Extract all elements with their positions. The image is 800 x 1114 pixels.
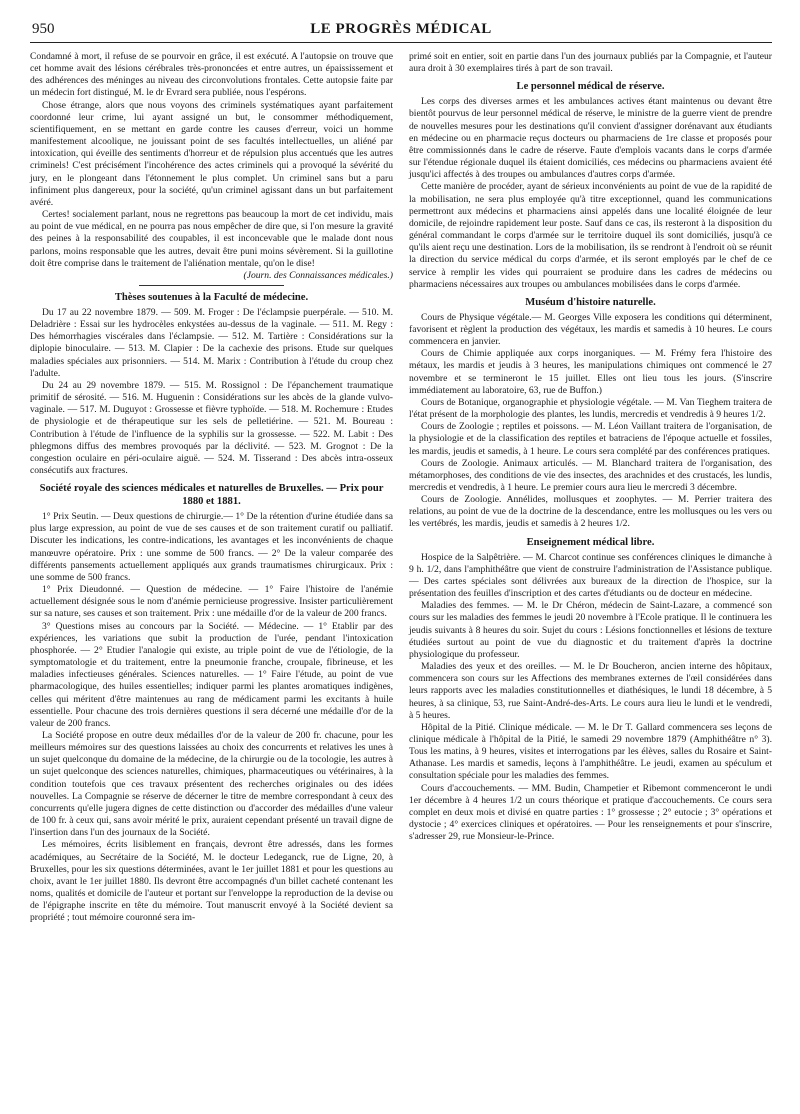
theses-paragraph: Du 17 au 22 novembre 1879. — 509. M. Froger : De l'éclampsie puerpérale. — 510. M. Deladrière : Essai sur les hydrocèles enkystées au-dessus de la vaginale. — 511. M. Regy : Des hémorrhagies viscérales dans l'éclampsie. — 512. M. Tartière : Considérations sur la diplopie binoculaire. — 513. M. Clapier : De la cachexie des prisons. Etude sur quelques maladies spéciales aux prisonniers. — 514. M. Marix : Contribution à l'étude du croup chez l'adulte. <box>30 306 393 379</box>
page-header <box>30 20 772 43</box>
societe-paragraph: 1° Prix Seutin. — Deux questions de chirurgie.— 1° De la rétention d'urine étudiée dans sa plus large expression, au point de vue de ses causes et de son traitement curatif ou palliatif. Discuter les indications, les contre-indications, les avantages et les inconvénients de chaque manœuvre opératoire. Prix : une somme de 500 francs. — 2° De la valeur comparée des différents pansements actuellement appliqués aux grands traumatismes chirurgicaux. Prix : une somme de 500 francs. <box>30 511 393 583</box>
article-columns <box>30 51 772 924</box>
continuation-paragraph: primé soit en entier, soit en partie dans l'un des journaux publiés par la Compagnie, et l'auteur aura droit à 30 exemplaires tirés à part de son travail. <box>409 51 772 75</box>
enseignement-paragraph: Hospice de la Salpêtrière. — M. Charcot continue ses conférences cliniques le dimanche à 9 h. 1/2, dans l'amphithéâtre que vient de construire l'administration de l'Assistance publique. — Des cartes spéciales sont délivrées aux bureaux de la direction de l'hospice, sur la présentation des feuilles d'inscription et des cartes d'étudiants ou de docteur en médecine. <box>409 551 772 600</box>
intro-paragraph: Chose étrange, alors que nous voyons des criminels systématiques ayant parfaitement coordonné leur crime, lui ayant assigné un but, le consommer méthodiquement, scientifiquement, en se mettant en garde contre les causes d'erreur, voici un homme manifestement alcoolique, ne jouissant point de ses facultés intellectuelles, un aliéné par intoxication, qui éveille des sentiments d'horreur et de répulsion plus accentués que les autres criminels! C'est précisément l'incohérence des actes criminels qui a provoqué la sévérité du jury, en le plongeant dans l'étonnement le plus complet. Un criminel sans but a paru infiniment plus dangereux, pour la société, qu'un criminel agissant dans un but parfaitement avéré. <box>30 99 393 208</box>
museum-paragraph: Cours de Zoologie. Animaux articulés. — M. Blanchard traitera de l'organisation, des métamorphoses, des conditions de vie des insectes, des arachnides et des crustacés, les lundis, mercredis et vendredis, à 1 heure. Le premier cours aura lieu le mercredi 3 décembre. <box>409 457 772 493</box>
enseignement-paragraph: Cours d'accouchements. — MM. Budin, Champetier et Ribemont commenceront le undi 1er décembre à 4 heures 1/2 un cours théorique et pratique d'accouchements. Ce cours sera complet en deux mois et divisé en quatre parties : 1° grossesse ; 2° eutocie ; 3° opérations et dystocie ; 4° exercices cliniques et opératoires. — Pour les renseignements et pour s'inscrire, s'adresser 29, rue Monsieur-le-Prince. <box>409 782 772 843</box>
societe-paragraph: La Société propose en outre deux médailles d'or de la valeur de 200 fr. chacune, pour les meilleurs mémoires sur des questions laissées au choix des concurrents et relatives les unes à un sujet quelconque du domaine de la médecine, de la chirurgie ou de la tocologie, les autres à un sujet quelconque des sciences naturelles, chimiques, pharmaceutiques ou vétérinaires, à la condition toutefois que ces travaux présentent des recherches originales ou des idées nouvelles. La Compagnie se réserve de décerner le titre de membre correspondant à ceux des concurrents qu'elle jugera dignes de cette distinction ou d'accorder des médailles d'une valeur de 100 fr. à ceux qui, sans avoir mérité le prix, auraient cependant présenté un travail digne de l'insertion dans l'un des journaux de la Société. <box>30 729 393 839</box>
museum-heading: Muséum d'histoire naturelle. <box>525 296 656 308</box>
left-column <box>30 51 393 924</box>
right-column <box>409 51 772 924</box>
enseignement-paragraph: Maladies des femmes. — M. le Dr Chéron, médecin de Saint-Lazare, a commencé son cours sur les maladies des femmes le jeudi 20 novembre à l'Ecole pratique. Il le continuera les jeudis suivants à 8 heures du soir. Sujet du cours : Lésions fonctionnelles et lésions de texture étudiées surtout au point de vue du diagnostic et du traitement d'après la doctrine physiologique du professeur. <box>409 600 772 660</box>
reserve-paragraph: Cette manière de procéder, ayant de sérieux inconvénients au point de vue de la rapidité de la mobilisation, ne sera plus employée qu'à titre exceptionnel, quand les communications permettront aux médecins et pharmaciens ainsi appelés dans une localité éloignée de leur domicile, de rejoindre rapidement leur poste. Sauf dans ce cas, ils resteront à la disposition du général commandant le corps d'armée sur le territoire duquel ils sont domiciliés, jusqu'à ce qu'ils aient reçu une destination. Lors de la mobilisation, ils se rendront à l'endroit où se réunit la direction du service médical du corps d'armée, et ils seront employés par le chef de ce service à remplir les vides qui pourraient se produire dans les cadres de médecins ou pharmaciens nécessaires aux troupes ou ambulances mobilisées dans le corps d'armée. <box>409 181 772 290</box>
section-divider <box>139 285 284 286</box>
enseignement-heading: Enseignement médical libre. <box>526 536 655 548</box>
museum-paragraph: Cours de Physique végétale.— M. Georges Ville exposera les conditions qui déterminent, favorisent et règlent la production des végétaux, les mardis et samedis à 10 heures. Le cours commencera en janvier. <box>409 311 772 348</box>
museum-paragraph: Cours de Zoologie. Annélides, mollusques et zoophytes. — M. Perrier traitera des relations, au point de vue de la doctrine de la descendance, entre les mollusques ou les vers ou les vertébrés, les mardis, jeudis et samedis à 2 heures 1/2. <box>409 494 772 530</box>
museum-paragraph: Cours de Chimie appliquée aux corps inorganiques. — M. Frémy fera l'histoire des métaux, les mardis et jeudis à 3 heures, les manipulations chimiques ont commencé le 27 novembre et se termineront le 15 juillet. Elles ont lieu tous les jours. (S'inscrire immédiatement au laboratoire, 63, rue de Buffon.) <box>409 348 772 396</box>
societe-paragraph: Les mémoires, écrits lisiblement en français, devront être adressés, dans les formes académiques, au Secrétaire de la Société, M. le docteur Ledeganck, rue de Ligne, 20, à Bruxelles, pour les six questions déterminées, avant le 1er juillet 1881 et pour les questions au choix, avant le 1er juillet 1880. Ils devront être accompagnés d'un billet cacheté contenant les noms, qualités et domicile de l'auteur et portant sur l'enveloppe la reproduction de la devise ou de l'épigraphe inscrite en tête du mémoire. Tout manuscrit envoyé à la Société devient sa propriété ; tout mémoire couronné sera im- <box>30 839 393 924</box>
enseignement-paragraph: Maladies des yeux et des oreilles. — M. le Dr Boucheron, ancien interne des hôpitaux, commencera son cours sur les Affections des membranes externes de l'œil considérées dans leurs rapports avec les maladies constitutionnelles et diathésiques, le lundi 18 décembre, à 5 heures, à sa clinique, 53, rue Saint-André-des-Arts. Le cours aura lieu le lundi et le vendredi, à 5 heures. <box>409 661 772 721</box>
intro-paragraph: Certes! socialement parlant, nous ne regrettons pas beaucoup la mort de cet individu, mais au point de vue médical, en ne pourra pas nous empêcher de dire que, si l'on mesure la gravité des peines à la responsabilité des coupables, il est inconcevable que le malade dont nous parlons, moins responsable que les autres, devait être puni moins sévèrement. Si la guillotine doit être comprise dans le traitement de l'aliénation mentale, qu'on le dise! <box>30 209 393 269</box>
intro-reference: (Journ. des Connaissances médicales.) <box>243 269 393 281</box>
enseignement-paragraph: Hôpital de la Pitié. Clinique médicale. — M. le Dr T. Gallard commencera ses leçons de clinique médicale à l'hôpital de la Pitié, le samedi 29 novembre 1879 (Amphithéâtre n° 3). Tous les matins, à 9 heures, visites et interrogations par les élèves, salles du Rosaire et Saint-Athanase. Les mardis et samedis, leçons à l'amphithéâtre. Le jeudi, examen au spéculum et consultation spéciale pour les maladies des femmes. <box>409 721 772 782</box>
journal-title: LE PROGRÈS MÉDICAL <box>310 21 492 37</box>
intro-paragraph: Condamné à mort, il refuse de se pourvoir en grâce, il est exécuté. A l'autopsie on trouve que cet homme avait des lésions cérébrales très-prononcées et entre autres, un épaississement et des adhérences des méninges au niveau des circonvolutions frontales. Cette autopsie faite par un médecin fort distingué, M. le dr Evrard sera publiée, nous l'espérons. <box>30 51 393 99</box>
societe-heading: Société royale des sciences médicales et naturelles de Bruxelles. — Prix pour 1880 et 1881. <box>39 483 384 508</box>
reserve-heading: Le personnel médical de réserve. <box>516 81 665 93</box>
reserve-paragraph: Les corps des diverses armes et les ambulances actives étant maintenus ou devant être bientôt pourvus de leur personnel médical de réserve, le ministre de la guerre vient de prendre de nouvelles mesures pour les destinations qu'il convient d'assigner dorénavant aux étudiants en médecine ou en pharmacie reçus docteurs ou pharmaciens de 1re classe et proposés pour être commissionnés dans le cadre de réserve. Faute d'emplois vacants dans le corps d'armée sur l'étendue régionale duquel ils étaient domiciliés, ces médecins ou pharmaciens avaient été jusqu'ici affectés à des troupes ou ambulances d'autres corps d'armée. <box>409 96 772 181</box>
societe-paragraph: 1° Prix Dieudonné. — Question de médecine. — 1° Faire l'histoire de l'anémie actuellement désignée sous le nom d'anémie pernicieuse progressive. Insister particulièrement sur sa nature, ses causes et son traitement. Prix : une médaille d'or de la valeur de 200 francs. <box>30 584 393 620</box>
societe-paragraph: 3° Questions mises au concours par la Société. — Médecine. — 1° Etablir par des expériences, les variations que subit la production de l'urée, pendant l'intoxication phosphorée. — 2° Etudier l'analogie qui existe, au triple point de vue de l'étiologie, de la symptomatologie et du traitement, entre la pneumonie franche, croupale, fibrineuse, et les maladies infectieuses générales. Sciences naturelles. — 1° Faire l'étude, au point de vue pharmacologique, des huiles essentielles; indiquer parmi les plantes aromatiques indigènes, celles qui méritent d'être maintenues au rang de médicament parmi les excitants à huile essentielle. Pour chacune des trois dernières questions il sera décerné une médaille d'or de la valeur de 200 francs. <box>30 620 393 729</box>
museum-paragraph: Cours de Botanique, organographie et physiologie végétale. — M. Van Tieghem traitera de l'état présent de la morphologie des plantes, les lundis, mercredis et vendredis à 9 heures 1/2. <box>409 396 772 421</box>
theses-paragraph: Du 24 au 29 novembre 1879. — 515. M. Rossignol : De l'épanchement traumatique primitif de sérosité. — 516. M. Huguenin : Considérations sur les abcès de la glande vulvo-vaginale. — 517. M. Duguyot : Grossesse et fièvre typhoïde. — 518. M. Rochemure : Etudes de physiologie et de thérapeutique sur les sels de pelletiérine. — 521. M. Boureau : Contribution à l'étude de l'influence de la syphilis sur la grossesse. — 522. M. Labit : Des phlegmons diffus des membres provoqués par la déclivité. — 523. M. Grognot : De la congestion oculaire en péri-oculaire aiguë. — 524. M. Tisserand : Des abcès intra-osseux consécutifs aux fractures. <box>30 379 393 476</box>
theses-heading: Thèses soutenues à la Faculté de médecine. <box>114 291 309 303</box>
page-number: 950 <box>32 21 55 37</box>
museum-paragraph: Cours de Zoologie ; reptiles et poissons. — M. Léon Vaillant traitera de l'organisation, de la physiologie et de la classification des reptiles et batraciens de l'époque actuelle et fossiles, les mardis, jeudis et samedis, à 1 heure. Le cours sera complété par des conférences pratiques. <box>409 421 772 457</box>
